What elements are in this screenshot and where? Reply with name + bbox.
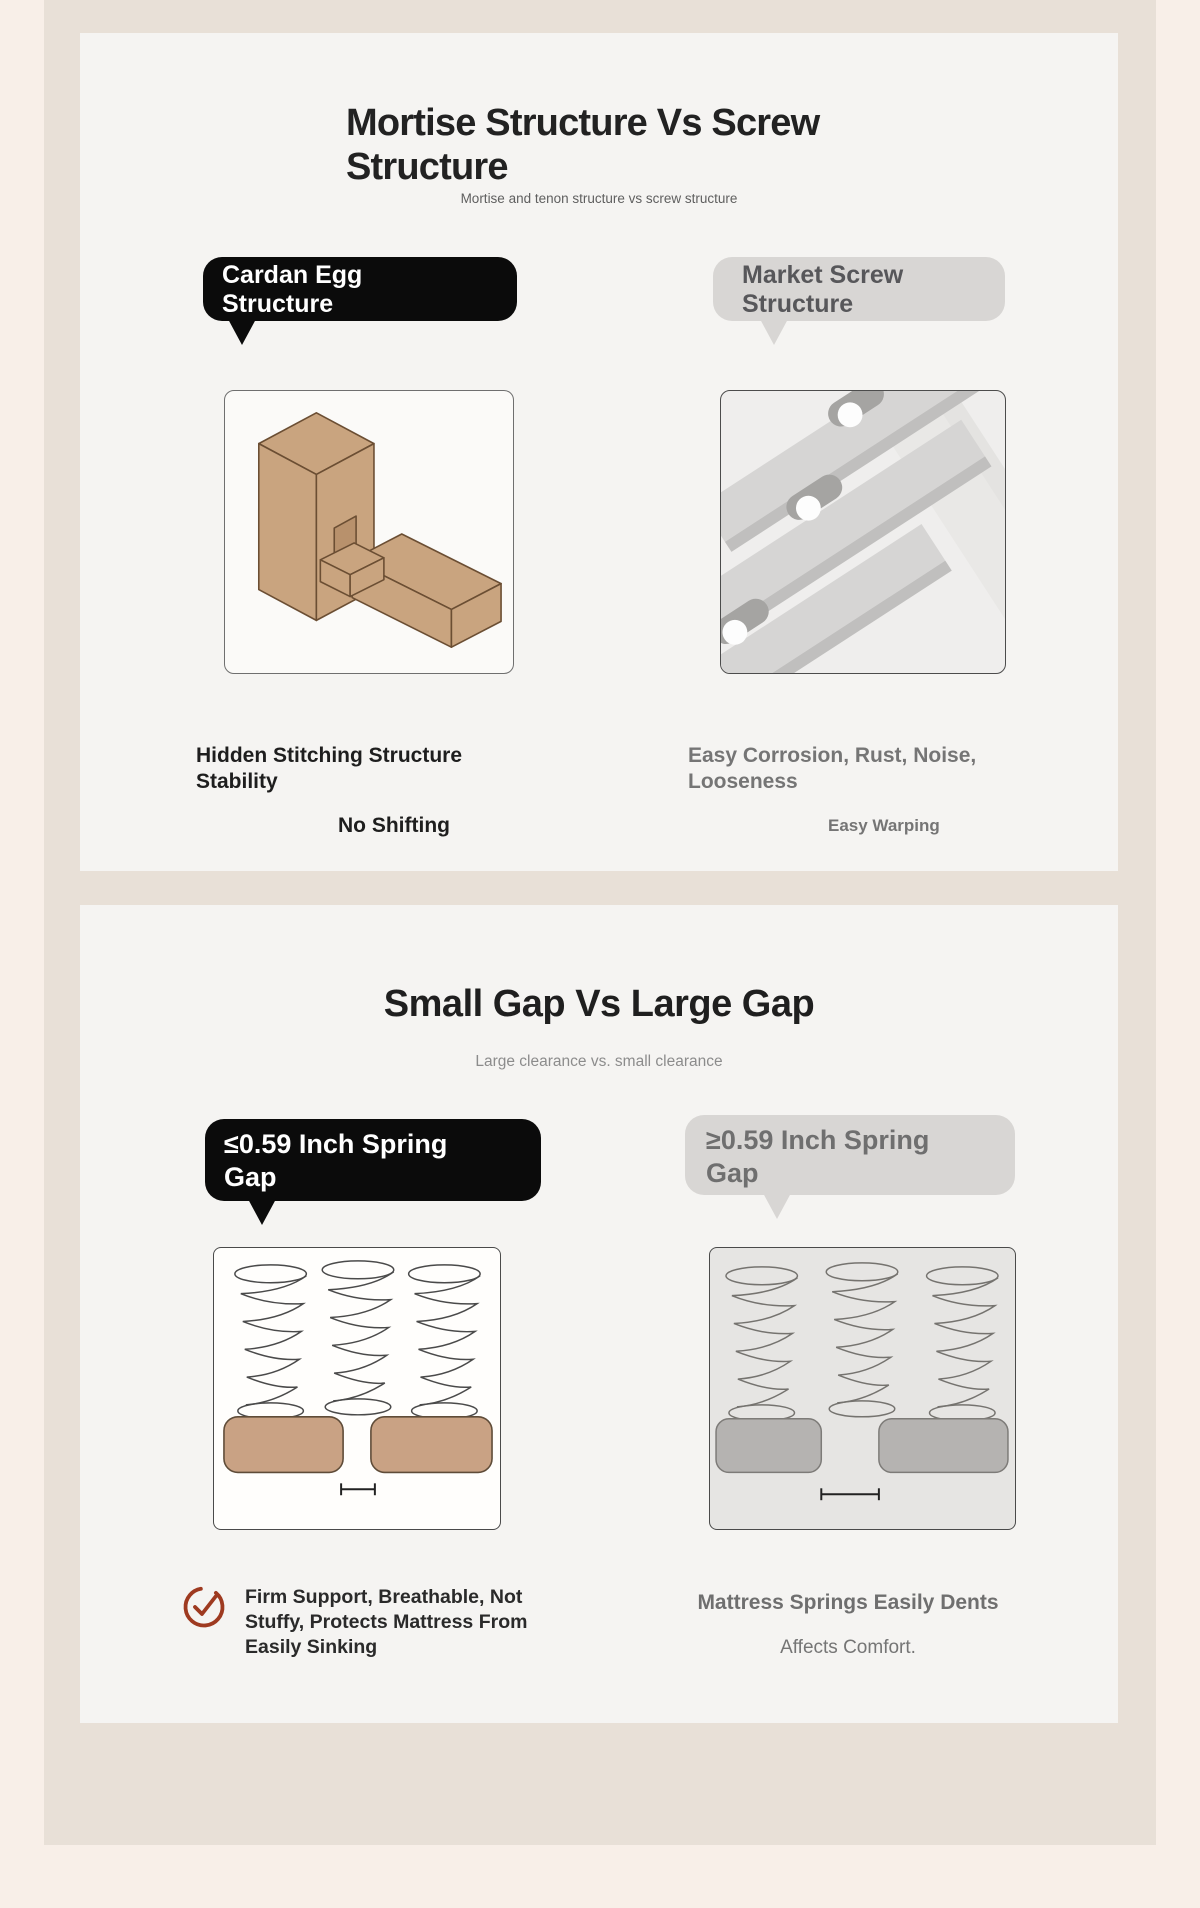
- section1-title-line1: Mortise Structure Vs Screw: [346, 102, 820, 144]
- label-text: Gap: [706, 1158, 759, 1188]
- caption-affects-comfort: Affects Comfort.: [780, 1637, 916, 1658]
- section2-title: Small Gap Vs Large Gap: [383, 983, 815, 1025]
- label-text: Gap: [224, 1162, 277, 1192]
- caption-easy-warping: Easy Warping: [828, 816, 940, 835]
- small-gap-springs-illustration: [213, 1247, 501, 1530]
- label-text: Structure: [742, 290, 854, 318]
- speech-tail-icon: [760, 319, 788, 345]
- large-gap-springs-illustration: [709, 1247, 1016, 1530]
- caption-no-shifting: No Shifting: [338, 814, 450, 837]
- label-large-spring-gap: [685, 1115, 1015, 1195]
- small-gap-drawing: [214, 1248, 500, 1529]
- mortise-joint-illustration: [224, 390, 514, 674]
- label-text: Cardan Egg: [222, 261, 363, 289]
- comparison-card-spring-gap: [80, 905, 1118, 1723]
- speech-tail-icon: [248, 1199, 276, 1225]
- section1-title: [346, 101, 906, 189]
- screw-structure-drawing: [721, 391, 1005, 673]
- section1-title-line2: Structure: [346, 146, 508, 188]
- caption-springs-dent: Mattress Springs Easily Dents: [697, 1591, 999, 1614]
- label-cardan-egg-structure: [203, 257, 517, 321]
- speech-tail-icon: [763, 1193, 791, 1219]
- caption-hidden-stitching: Hidden Stitching Structure Stability: [196, 744, 463, 793]
- check-icon: [181, 1584, 227, 1630]
- label-text: Structure: [222, 290, 334, 318]
- label-text: ≥0.59 Inch Spring: [706, 1125, 930, 1155]
- label-market-screw-structure: [713, 257, 1005, 321]
- section2-subtitle: Large clearance vs. small clearance: [475, 1053, 723, 1070]
- mortise-joint-drawing: [225, 391, 513, 673]
- caption-firm-support: Firm Support, Breathable, Not Stuffy, Protects Mattress From Easily Sinking: [245, 1586, 528, 1658]
- comparison-card-mortise-vs-screw: [80, 33, 1118, 871]
- label-small-spring-gap: [205, 1119, 541, 1201]
- large-gap-drawing: [710, 1248, 1015, 1529]
- label-text: Market Screw: [742, 261, 904, 289]
- caption-easy-corrosion: Easy Corrosion, Rust, Noise, Looseness: [688, 744, 977, 793]
- speech-tail-icon: [228, 319, 256, 345]
- label-text: ≤0.59 Inch Spring: [224, 1129, 448, 1159]
- screw-structure-illustration: [720, 390, 1006, 674]
- section1-subtitle: Mortise and tenon structure vs screw structure: [460, 191, 738, 206]
